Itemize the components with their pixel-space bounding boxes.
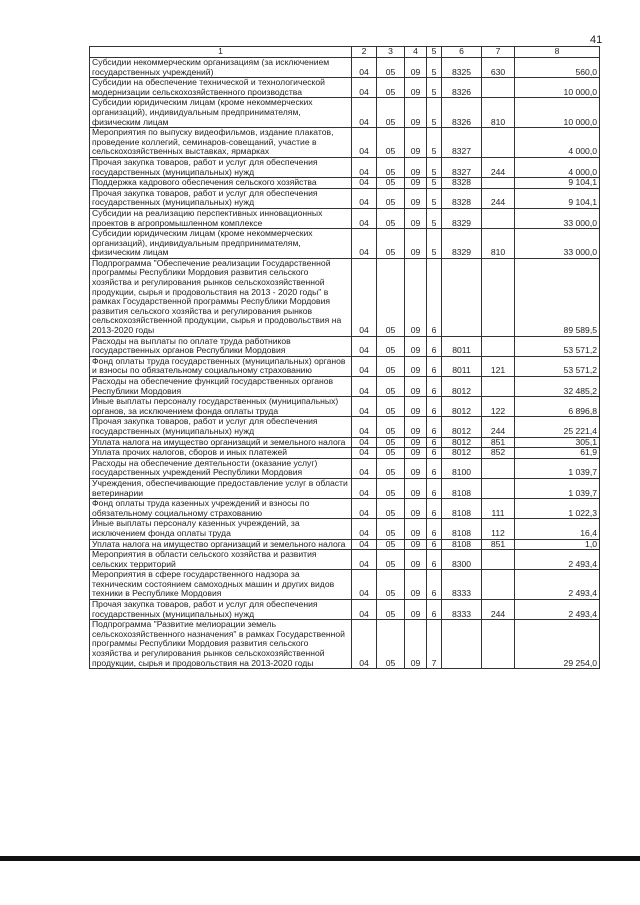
col-4-code: 09: [405, 356, 427, 376]
col-7-code: [482, 78, 515, 98]
col-2-code: 04: [352, 98, 377, 128]
col-3-code: 05: [377, 448, 405, 459]
col-2-code: 04: [352, 78, 377, 98]
row-description: Подпрограмма "Обеспечение реализации Государственной программы Республики Мордовия развития сельского хозяйства и регулирования рынков сельскохозяйственной продукции, сырья и продовольствия на 2013 - 2020 годы" в рамках Государственной программы Республики Мордовия развития сельского хозяйства и регулирования рынков сельскохозяйственной продукции, сырья и продовольствия на 2013-2020 годы: [90, 258, 352, 336]
col-3-code: 05: [377, 229, 405, 259]
row-description: Учреждения, обеспечивающие предоставление услуг в области ветеринарии: [90, 478, 352, 498]
col-3-code: 05: [377, 539, 405, 550]
row-amount: 305,1: [515, 437, 600, 448]
col-4-code: 09: [405, 499, 427, 519]
col-4-code: 09: [405, 519, 427, 539]
col-6-code: 8300: [442, 550, 482, 570]
col-5-code: 6: [427, 600, 442, 620]
row-description: Фонд оплаты труда казенных учреждений и взносы по обязательному социальному страхованию: [90, 499, 352, 519]
col-6-code: 8011: [442, 336, 482, 356]
col-2-code: 04: [352, 437, 377, 448]
col-7-code: 244: [482, 417, 515, 437]
row-description: Подпрограмма "Развитие мелиорации земель сельскохозяйственного назначения" в рамках Государственной программы Республики Мордовия развития сельского хозяйства и регулирования рынков сельскохозяйственной продукции, сырья и продовольствия на 2013-2020 годы: [90, 620, 352, 669]
col-2-code: 04: [352, 157, 377, 177]
col-3-code: 05: [377, 128, 405, 158]
col-4-code: 09: [405, 208, 427, 228]
col-2-code: 04: [352, 128, 377, 158]
row-amount: 61,9: [515, 448, 600, 459]
col-4-code: 09: [405, 539, 427, 550]
col-7-code: [482, 128, 515, 158]
table-row: [90, 570, 600, 600]
header-cell: 5: [427, 47, 442, 58]
col-5-code: 6: [427, 519, 442, 539]
col-7-code: 852: [482, 448, 515, 459]
row-description: Иные выплаты персоналу государственных (муниципальных) органов, за исключением фонда оплаты труда: [90, 397, 352, 417]
row-amount: 53 571,2: [515, 356, 600, 376]
col-5-code: 6: [427, 499, 442, 519]
col-5-code: 6: [427, 539, 442, 550]
table-row: [90, 157, 600, 177]
col-5-code: 6: [427, 448, 442, 459]
col-5-code: 6: [427, 377, 442, 397]
table-row: [90, 550, 600, 570]
col-6-code: 8328: [442, 178, 482, 189]
col-3-code: 05: [377, 78, 405, 98]
col-4-code: 09: [405, 377, 427, 397]
table-row: [90, 128, 600, 158]
col-7-code: [482, 336, 515, 356]
col-3-code: 05: [377, 458, 405, 478]
col-5-code: 6: [427, 258, 442, 336]
header-cell: 3: [377, 47, 405, 58]
table-row: [90, 437, 600, 448]
row-amount: 560,0: [515, 58, 600, 78]
col-3-code: 05: [377, 188, 405, 208]
row-amount: 10 000,0: [515, 78, 600, 98]
col-4-code: 09: [405, 229, 427, 259]
table-row: [90, 377, 600, 397]
col-7-code: 810: [482, 98, 515, 128]
col-6-code: 8326: [442, 78, 482, 98]
col-3-code: 05: [377, 178, 405, 189]
col-7-code: 121: [482, 356, 515, 376]
col-3-code: 05: [377, 397, 405, 417]
table-row: [90, 356, 600, 376]
col-6-code: 8012: [442, 448, 482, 459]
col-5-code: 6: [427, 437, 442, 448]
row-description: Иные выплаты персоналу казенных учреждений, за исключением фонда оплаты труда: [90, 519, 352, 539]
col-2-code: 04: [352, 499, 377, 519]
col-2-code: 04: [352, 188, 377, 208]
col-7-code: 112: [482, 519, 515, 539]
col-7-code: 851: [482, 437, 515, 448]
col-7-code: [482, 620, 515, 669]
col-2-code: 04: [352, 519, 377, 539]
col-7-code: 244: [482, 600, 515, 620]
row-description: Субсидии на обеспечение технической и технологической модернизации сельскохозяйственного производства: [90, 78, 352, 98]
col-6-code: 8012: [442, 377, 482, 397]
row-description: Фонд оплаты труда государственных (муниципальных) органов и взносы по обязательному социальному страхованию: [90, 356, 352, 376]
row-description: Субсидии на реализацию перспективных инновационных проектов в агропромышленном комплексе: [90, 208, 352, 228]
header-cell: 6: [442, 47, 482, 58]
col-5-code: 6: [427, 550, 442, 570]
col-7-code: [482, 258, 515, 336]
row-description: Уплата налога на имущество организаций и земельного налога: [90, 437, 352, 448]
col-6-code: 8108: [442, 499, 482, 519]
col-2-code: 04: [352, 417, 377, 437]
col-3-code: 05: [377, 377, 405, 397]
col-6-code: 8011: [442, 356, 482, 376]
col-6-code: 8329: [442, 208, 482, 228]
row-amount: 53 571,2: [515, 336, 600, 356]
col-4-code: 09: [405, 448, 427, 459]
table-row: [90, 478, 600, 498]
row-description: Мероприятия в сфере государственного надзора за техническим состоянием самоходных машин и других видов техники в Республике Мордовия: [90, 570, 352, 600]
header-cell: 4: [405, 47, 427, 58]
header-cell: 1: [90, 47, 352, 58]
col-3-code: 05: [377, 620, 405, 669]
col-6-code: 8333: [442, 570, 482, 600]
col-4-code: 09: [405, 157, 427, 177]
table-row: [90, 188, 600, 208]
col-2-code: 04: [352, 377, 377, 397]
table-row: [90, 519, 600, 539]
col-6-code: 8012: [442, 397, 482, 417]
col-5-code: 6: [427, 478, 442, 498]
row-amount: 29 254,0: [515, 620, 600, 669]
col-6-code: 8108: [442, 519, 482, 539]
row-description: Прочая закупка товаров, работ и услуг для обеспечения государственных (муниципальных) нужд: [90, 157, 352, 177]
col-4-code: 09: [405, 58, 427, 78]
row-amount: 4 000,0: [515, 157, 600, 177]
col-4-code: 09: [405, 98, 427, 128]
table-row: [90, 417, 600, 437]
page-number: 41: [590, 34, 603, 46]
col-3-code: 05: [377, 98, 405, 128]
table-row: [90, 397, 600, 417]
col-6-code: [442, 258, 482, 336]
col-6-code: 8327: [442, 128, 482, 158]
col-3-code: 05: [377, 336, 405, 356]
row-description: Мероприятия по выпуску видеофильмов, издание плакатов, проведение коллегий, семинаров-совещаний, участие в сельскохозяйственных выставках, ярмарках: [90, 128, 352, 158]
col-6-code: 8100: [442, 458, 482, 478]
col-5-code: 5: [427, 128, 442, 158]
table-row: [90, 539, 600, 550]
col-7-code: [482, 478, 515, 498]
col-4-code: 09: [405, 128, 427, 158]
row-amount: 1 039,7: [515, 478, 600, 498]
table-row: [90, 499, 600, 519]
col-4-code: 09: [405, 178, 427, 189]
row-amount: 2 493,4: [515, 600, 600, 620]
header-cell: 8: [515, 47, 600, 58]
col-6-code: 8327: [442, 157, 482, 177]
table-row: [90, 620, 600, 669]
row-description: Расходы на обеспечение функций государственных органов Республики Мордовия: [90, 377, 352, 397]
header-cell: 2: [352, 47, 377, 58]
col-6-code: 8326: [442, 98, 482, 128]
col-5-code: 6: [427, 417, 442, 437]
col-7-code: [482, 458, 515, 478]
col-5-code: 5: [427, 98, 442, 128]
table-row: [90, 78, 600, 98]
col-5-code: 6: [427, 570, 442, 600]
col-7-code: [482, 550, 515, 570]
row-amount: 16,4: [515, 519, 600, 539]
row-amount: 6 896,8: [515, 397, 600, 417]
col-4-code: 09: [405, 78, 427, 98]
row-amount: 2 493,4: [515, 570, 600, 600]
col-3-code: 05: [377, 208, 405, 228]
col-5-code: 5: [427, 178, 442, 189]
col-5-code: 5: [427, 208, 442, 228]
col-5-code: 6: [427, 397, 442, 417]
row-description: Субсидии некоммерческим организациям (за исключением государственных учреждений): [90, 58, 352, 78]
row-description: Уплата прочих налогов, сборов и иных платежей: [90, 448, 352, 459]
col-4-code: 09: [405, 550, 427, 570]
col-3-code: 05: [377, 550, 405, 570]
row-amount: 1,0: [515, 539, 600, 550]
col-4-code: 09: [405, 620, 427, 669]
col-7-code: 630: [482, 58, 515, 78]
col-7-code: 122: [482, 397, 515, 417]
col-5-code: 5: [427, 58, 442, 78]
col-2-code: 04: [352, 336, 377, 356]
table-row: [90, 448, 600, 459]
page-bottom-rule: [0, 856, 640, 861]
col-2-code: 04: [352, 258, 377, 336]
col-5-code: 5: [427, 229, 442, 259]
table-row: [90, 178, 600, 189]
col-4-code: 09: [405, 478, 427, 498]
col-3-code: 05: [377, 570, 405, 600]
col-2-code: 04: [352, 620, 377, 669]
row-description: Субсидии юридическим лицам (кроме некоммерческих организаций), индивидуальным предпринимателям, физическим лицам: [90, 229, 352, 259]
row-amount: 33 000,0: [515, 208, 600, 228]
col-4-code: 09: [405, 188, 427, 208]
col-6-code: 8012: [442, 417, 482, 437]
col-2-code: 04: [352, 448, 377, 459]
col-2-code: 04: [352, 356, 377, 376]
col-5-code: 5: [427, 78, 442, 98]
col-3-code: 05: [377, 417, 405, 437]
col-4-code: 09: [405, 417, 427, 437]
col-3-code: 05: [377, 478, 405, 498]
col-2-code: 04: [352, 539, 377, 550]
col-2-code: 04: [352, 397, 377, 417]
col-5-code: 6: [427, 356, 442, 376]
table-row: [90, 208, 600, 228]
row-description: Поддержка кадрового обеспечения сельского хозяйства: [90, 178, 352, 189]
table-row: [90, 98, 600, 128]
col-7-code: 111: [482, 499, 515, 519]
col-2-code: 04: [352, 58, 377, 78]
row-description: Расходы на выплаты по оплате труда работников государственных органов Республики Мордовия: [90, 336, 352, 356]
col-4-code: 09: [405, 458, 427, 478]
row-description: Прочая закупка товаров, работ и услуг для обеспечения государственных (муниципальных) нужд: [90, 600, 352, 620]
row-amount: 1 022,3: [515, 499, 600, 519]
header-row: [90, 47, 600, 58]
row-description: Уплата налога на имущество организаций и земельного налога: [90, 539, 352, 550]
row-amount: 9 104,1: [515, 188, 600, 208]
table-row: [90, 58, 600, 78]
table-row: [90, 336, 600, 356]
col-2-code: 04: [352, 458, 377, 478]
col-7-code: [482, 178, 515, 189]
row-amount: 25 221,4: [515, 417, 600, 437]
row-description: Мероприятия в области сельского хозяйства и развития сельских территорий: [90, 550, 352, 570]
col-3-code: 05: [377, 499, 405, 519]
col-6-code: 8325: [442, 58, 482, 78]
col-3-code: 05: [377, 356, 405, 376]
row-amount: 4 000,0: [515, 128, 600, 158]
col-5-code: 5: [427, 157, 442, 177]
col-6-code: 8333: [442, 600, 482, 620]
col-7-code: 244: [482, 157, 515, 177]
row-amount: 2 493,4: [515, 550, 600, 570]
budget-table: [89, 46, 600, 669]
col-2-code: 04: [352, 178, 377, 189]
row-amount: 10 000,0: [515, 98, 600, 128]
col-2-code: 04: [352, 600, 377, 620]
row-description: Прочая закупка товаров, работ и услуг для обеспечения государственных (муниципальных) нужд: [90, 417, 352, 437]
col-3-code: 05: [377, 157, 405, 177]
row-amount: 89 589,5: [515, 258, 600, 336]
table-row: [90, 258, 600, 336]
table-row: [90, 600, 600, 620]
col-2-code: 04: [352, 208, 377, 228]
col-2-code: 04: [352, 478, 377, 498]
col-4-code: 09: [405, 397, 427, 417]
col-3-code: 05: [377, 600, 405, 620]
col-7-code: 851: [482, 539, 515, 550]
col-5-code: 5: [427, 188, 442, 208]
col-6-code: 8329: [442, 229, 482, 259]
col-4-code: 09: [405, 600, 427, 620]
col-6-code: 8108: [442, 478, 482, 498]
col-6-code: [442, 620, 482, 669]
col-7-code: 810: [482, 229, 515, 259]
col-7-code: [482, 377, 515, 397]
col-6-code: 8328: [442, 188, 482, 208]
col-5-code: 7: [427, 620, 442, 669]
col-3-code: 05: [377, 258, 405, 336]
col-6-code: 8108: [442, 539, 482, 550]
col-2-code: 04: [352, 229, 377, 259]
row-description: Прочая закупка товаров, работ и услуг для обеспечения государственных (муниципальных) нужд: [90, 188, 352, 208]
col-5-code: 6: [427, 336, 442, 356]
col-7-code: [482, 570, 515, 600]
row-description: Расходы на обеспечение деятельности (оказание услуг) государственных учреждений Республики Мордовия: [90, 458, 352, 478]
row-description: Субсидии юридическим лицам (кроме некоммерческих организаций), индивидуальным предпринимателям, физическим лицам: [90, 98, 352, 128]
header-cell: 7: [482, 47, 515, 58]
col-4-code: 09: [405, 258, 427, 336]
col-7-code: 244: [482, 188, 515, 208]
col-4-code: 09: [405, 570, 427, 600]
col-3-code: 05: [377, 58, 405, 78]
col-2-code: 04: [352, 570, 377, 600]
col-2-code: 04: [352, 550, 377, 570]
row-amount: 1 039,7: [515, 458, 600, 478]
table-row: [90, 458, 600, 478]
col-4-code: 09: [405, 437, 427, 448]
table-row: [90, 229, 600, 259]
col-4-code: 09: [405, 336, 427, 356]
col-5-code: 6: [427, 458, 442, 478]
row-amount: 32 485,2: [515, 377, 600, 397]
row-amount: 9 104,1: [515, 178, 600, 189]
col-7-code: [482, 208, 515, 228]
row-amount: 33 000,0: [515, 229, 600, 259]
col-3-code: 05: [377, 519, 405, 539]
col-6-code: 8012: [442, 437, 482, 448]
col-3-code: 05: [377, 437, 405, 448]
